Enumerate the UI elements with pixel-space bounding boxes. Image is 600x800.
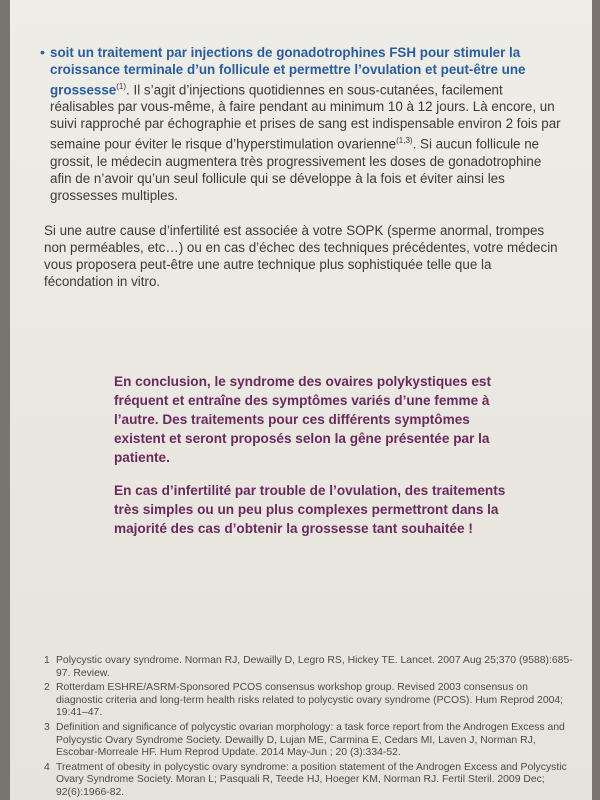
reference-text: Definition and significance of polycystic ovarian morphology: a task force report from the Androgen Excess and Polycystic Ovary Syndrome Society. Dewailly D, Lujan ME, Carmina E, Cedars MI, Laven J, Norman RJ, Escobar-Morreale HF. Hum Reprod Update. 2014 May-Jun ; 20 (3):334-52. (56, 721, 565, 759)
reference-number: 2 (44, 682, 50, 694)
reference-item (44, 655, 574, 680)
reference-text: Polycystic ovary syndrome. Norman RJ, Dewailly D, Legro RS, Hickey TE. Lancet. 2007 Aug 25;370 (9588):685-97. Review. (56, 655, 573, 679)
reference-item (44, 762, 574, 800)
conclusion-paragraph-1: En conclusion, le syndrome des ovaires polykystiques est fréquent et entraîne des symptômes variés d’une femme à l’autre. Des traitements pour ces différents symptômes existent et seront proposés selon la gêne présentée par la patiente. (114, 374, 491, 465)
document-page (10, 0, 592, 800)
reference-item (44, 682, 574, 720)
conclusion-box (114, 372, 514, 552)
bullet-text-a: . Il s’agit d’injections quotidiennes en sous-cutanées, facilement réalisables par vous-même, à faire pendant au minimum 10 à 12 jours. Là encore, un suivi rapproché par échographie et prises de sang est indispensable environ 2 fois par semaine pour éviter le risque d’hyperstimulation ovarienne (50, 82, 561, 152)
reference-number: 1 (44, 655, 50, 666)
ivf-paragraph: Si une autre cause d’infertilité est associée à votre SOPK (sperme anormal, trompes non perméables, etc…) ou en cas d’échec des techniques précédentes, votre médecin vous proposera peut-être une autre technique plus sophistiquée telle que la fécondation in vitro. (44, 223, 558, 289)
bullet-text-citation: (1,3) (396, 136, 413, 146)
bullet-lead-citation: (1) (116, 82, 127, 91)
bullet-dot-icon: • (40, 44, 45, 60)
reference-number: 3 (44, 721, 50, 733)
bullet-text-b: . Si aucun follicule ne grossit, le médecin augmentera très progressivement les doses de gonadotrophine afin de n’avoir qu’un seul follicule qui se développe à la fois et éviter ainsi les grossesses multiples. (50, 136, 542, 203)
conclusion-paragraph-2: En cas d’infertilité par trouble de l’ovulation, des traitements très simples ou un peu plus complexes permettront dans la majorité des cas d’obtenir la grossesse tant souhaitée ! (114, 483, 506, 536)
reference-number: 4 (44, 761, 50, 773)
bullet-lead-text: soit un traitement par injections de gonadotrophines FSH pour stimuler la croissance terminale d’un follicule et permettre l’ovulation et peut-être une grossesse (50, 45, 526, 98)
reference-text: Treatment of obesity in polycystic ovary syndrome: a position statement of the Androgen Excess and Polycystic Ovary Syndrome Society. Moran L; Pasquali R, Teede HJ, Hoeger KM, Norman RJ. Fertil Steril. 2009 Dec; 92(6):1966-82. (56, 761, 567, 798)
references-list (44, 655, 574, 800)
reference-text: Rotterdam ESHRE/ASRM-Sponsored PCOS consensus workshop group. Revised 2003 consensus on diagnostic criteria and long-term health risks related to polycystic ovary syndrome (PCOS). Hum Reprod 2004; 19:41–47. (56, 682, 564, 719)
reference-item (44, 722, 574, 760)
bullet-item (40, 44, 566, 204)
